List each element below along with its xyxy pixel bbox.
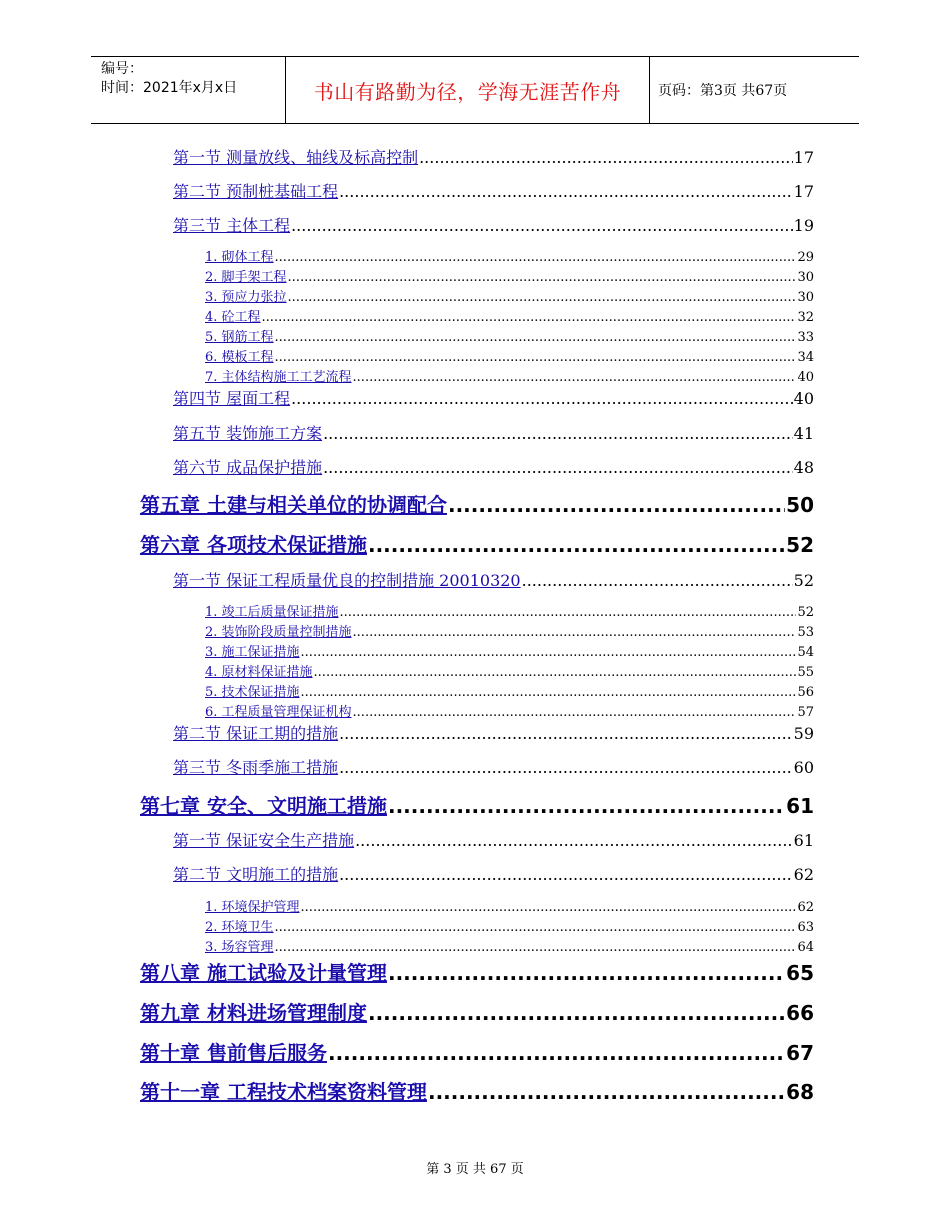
toc-entry[interactable] [205,286,814,305]
toc-entry-page: 52 [786,533,814,557]
toc-entry[interactable] [173,455,814,478]
toc-entry-page: 30 [797,290,814,305]
toc-leader-dots [522,571,793,590]
toc-leader-dots [288,290,797,305]
toc-entry[interactable] [140,957,814,986]
toc-leader-dots [339,758,793,777]
toc-entry-page: 50 [786,493,814,517]
toc-leader-dots [301,900,797,915]
toc-entry[interactable] [205,641,814,660]
toc-entry-title[interactable]: 4. 砼工程 [205,310,261,325]
toc-entry[interactable] [173,179,814,202]
page-footer: 第 3 页 共 67 页 [426,1162,524,1177]
toc-entry[interactable] [205,601,814,620]
toc-entry-page: 17 [793,148,814,167]
toc-entry-page: 60 [793,758,814,777]
toc-entry[interactable] [205,936,814,955]
toc-leader-dots [301,685,797,700]
toc-entry-page: 32 [797,310,814,325]
toc-leader-dots [448,493,785,517]
toc-entry-page: 55 [797,665,814,680]
toc-entry-page: 68 [786,1080,814,1104]
toc-entry-page: 59 [793,724,814,743]
toc-leader-dots [368,1001,785,1025]
toc-entry-page: 62 [797,900,814,915]
toc-entry[interactable] [205,346,814,365]
toc-entry[interactable] [173,862,814,885]
toc-entry-title[interactable]: 3. 施工保证措施 [205,645,300,660]
toc-leader-dots [275,940,797,955]
toc-entry-title[interactable]: 第一节 保证安全生产措施 [173,831,355,850]
toc-entry-title[interactable]: 4. 原材料保证措施 [205,665,313,680]
toc-entry-title[interactable]: 第八章 施工试验及计量管理 [140,961,387,985]
toc-entry-title[interactable]: 第二节 保证工期的措施 [173,724,339,743]
toc-entry[interactable] [173,421,814,444]
toc-entry-title[interactable]: 3. 场容管理 [205,940,274,955]
toc-leader-dots [428,1080,785,1104]
toc-entry-title[interactable]: 3. 预应力张拉 [205,290,287,305]
toc-entry-page: 41 [793,424,814,443]
toc-entry-page: 53 [797,625,814,640]
toc-entry[interactable] [173,145,814,168]
toc-entry[interactable] [205,621,814,640]
toc-entry[interactable] [205,246,814,265]
toc-entry[interactable] [205,681,814,700]
toc-entry[interactable] [205,366,814,385]
toc-entry-title[interactable]: 7. 主体结构施工工艺流程 [205,370,352,385]
toc-leader-dots [314,665,797,680]
toc-entry-title[interactable]: 1. 竣工后质量保证措施 [205,605,339,620]
toc-entry[interactable] [140,1037,814,1066]
toc-entry-title[interactable]: 1. 环境保护管理 [205,900,300,915]
toc-entry-page: 62 [793,865,814,884]
toc-entry-page: 64 [797,940,814,955]
toc-leader-dots [275,250,797,265]
toc-leader-dots [353,370,797,385]
toc-leader-dots [353,705,797,720]
toc-leader-dots [339,182,793,201]
toc-entry-page: 29 [797,250,814,265]
toc-entry[interactable] [173,213,814,236]
toc-entry-page: 17 [793,182,814,201]
document-time: 时间：2021年x月x日 [101,80,238,96]
toc-leader-dots [339,865,793,884]
toc-leader-dots [262,310,797,325]
toc-entry-page: 65 [786,961,814,985]
toc-leader-dots [275,330,797,345]
toc-leader-dots [323,424,793,443]
toc-entry-page: 40 [797,370,814,385]
toc-entry-page: 57 [797,705,814,720]
toc-leader-dots [291,216,793,235]
toc-leader-dots [288,270,797,285]
toc-leader-dots [323,458,793,477]
toc-entry-title[interactable]: 2. 装饰阶段质量控制措施 [205,625,352,640]
toc-entry-page: 54 [797,645,814,660]
toc-leader-dots [419,148,793,167]
toc-entry-title[interactable]: 第三节 主体工程 [173,216,291,235]
toc-entry-page: 33 [797,330,814,345]
toc-leader-dots [275,350,797,365]
toc-entry[interactable] [205,661,814,680]
toc-entry[interactable] [205,306,814,325]
toc-entry-title[interactable]: 6. 工程质量管理保证机构 [205,705,352,720]
toc-leader-dots [291,389,793,408]
toc-entry-title[interactable]: 第六章 各项技术保证措施 [140,533,367,557]
toc-leader-dots [353,625,797,640]
toc-entry-title[interactable]: 第一节 测量放线、轴线及标高控制 [173,148,419,167]
toc-entry-title[interactable]: 第一节 保证工程质量优良的控制措施 20010320 [173,571,521,590]
toc-entry-page: 34 [797,350,814,365]
toc-entry-page: 48 [793,458,814,477]
toc-entry-title[interactable]: 第四节 屋面工程 [173,389,291,408]
toc-entry[interactable] [205,896,814,915]
toc-entry[interactable] [205,266,814,285]
toc-entry[interactable] [140,1076,814,1105]
toc-entry-title[interactable]: 5. 钢筋工程 [205,330,274,345]
toc-entry[interactable] [205,916,814,935]
toc-entry-title[interactable]: 2. 环境卫生 [205,920,274,935]
toc-entry-page: 52 [797,605,814,620]
toc-leader-dots [340,605,797,620]
toc-leader-dots [301,645,797,660]
toc-entry[interactable] [173,828,814,851]
toc-leader-dots [388,961,785,985]
toc-entry-page: 61 [786,794,814,818]
toc-entry-page: 52 [793,571,814,590]
toc-entry-title[interactable]: 5. 技术保证措施 [205,685,300,700]
toc-entry[interactable] [205,701,814,720]
toc-entry[interactable] [140,489,814,518]
toc-entry-page: 30 [797,270,814,285]
toc-leader-dots [275,920,797,935]
toc-entry-title[interactable]: 第七章 安全、文明施工措施 [140,794,387,818]
page-header [91,56,859,124]
toc-entry[interactable] [173,568,814,591]
toc-entry-title[interactable]: 1. 砌体工程 [205,250,274,265]
toc-leader-dots [328,1041,785,1065]
toc-entry[interactable] [140,997,814,1026]
toc-entry[interactable] [205,326,814,345]
toc-entry-title[interactable]: 6. 模板工程 [205,350,274,365]
header-page-info: 页码：第3页 共67页 [658,83,788,99]
toc-entry-title[interactable]: 第九章 材料进场管理制度 [140,1001,367,1025]
toc-entry-page: 63 [797,920,814,935]
toc-entry-page: 56 [797,685,814,700]
toc-entry-title[interactable]: 第二节 预制桩基础工程 [173,182,339,201]
toc-leader-dots [368,533,785,557]
header-meta [91,57,286,123]
toc-entry-page: 40 [793,389,814,408]
toc-leader-dots [339,724,793,743]
toc-entry-title[interactable]: 第三节 冬雨季施工措施 [173,758,339,777]
toc-entry-page: 66 [786,1001,814,1025]
toc-entry-title[interactable]: 第二节 文明施工的措施 [173,865,339,884]
toc-entry[interactable] [173,755,814,778]
toc-entry-title[interactable]: 第五章 土建与相关单位的协调配合 [140,493,447,517]
document-number-label: 编号： [101,61,143,77]
toc-entry-title[interactable]: 第五节 装饰施工方案 [173,424,323,443]
toc-leader-dots [355,831,793,850]
toc-entry-title[interactable]: 第十一章 工程技术档案资料管理 [140,1080,427,1104]
toc-entry[interactable] [173,721,814,744]
header-motto: 书山有路勤为径，学海无涯苦作舟 [286,57,650,123]
toc-entry-page: 61 [793,831,814,850]
toc-entry-page: 67 [786,1041,814,1065]
toc-entry[interactable] [140,529,814,558]
toc-entry-title[interactable]: 第六节 成品保护措施 [173,458,323,477]
toc-entry-title[interactable]: 2. 脚手架工程 [205,270,287,285]
toc-entry-page: 19 [793,216,814,235]
toc-leader-dots [388,794,785,818]
toc-entry-title[interactable]: 第十章 售前售后服务 [140,1041,327,1065]
toc-entry[interactable] [173,386,814,409]
toc-entry[interactable] [140,790,814,819]
